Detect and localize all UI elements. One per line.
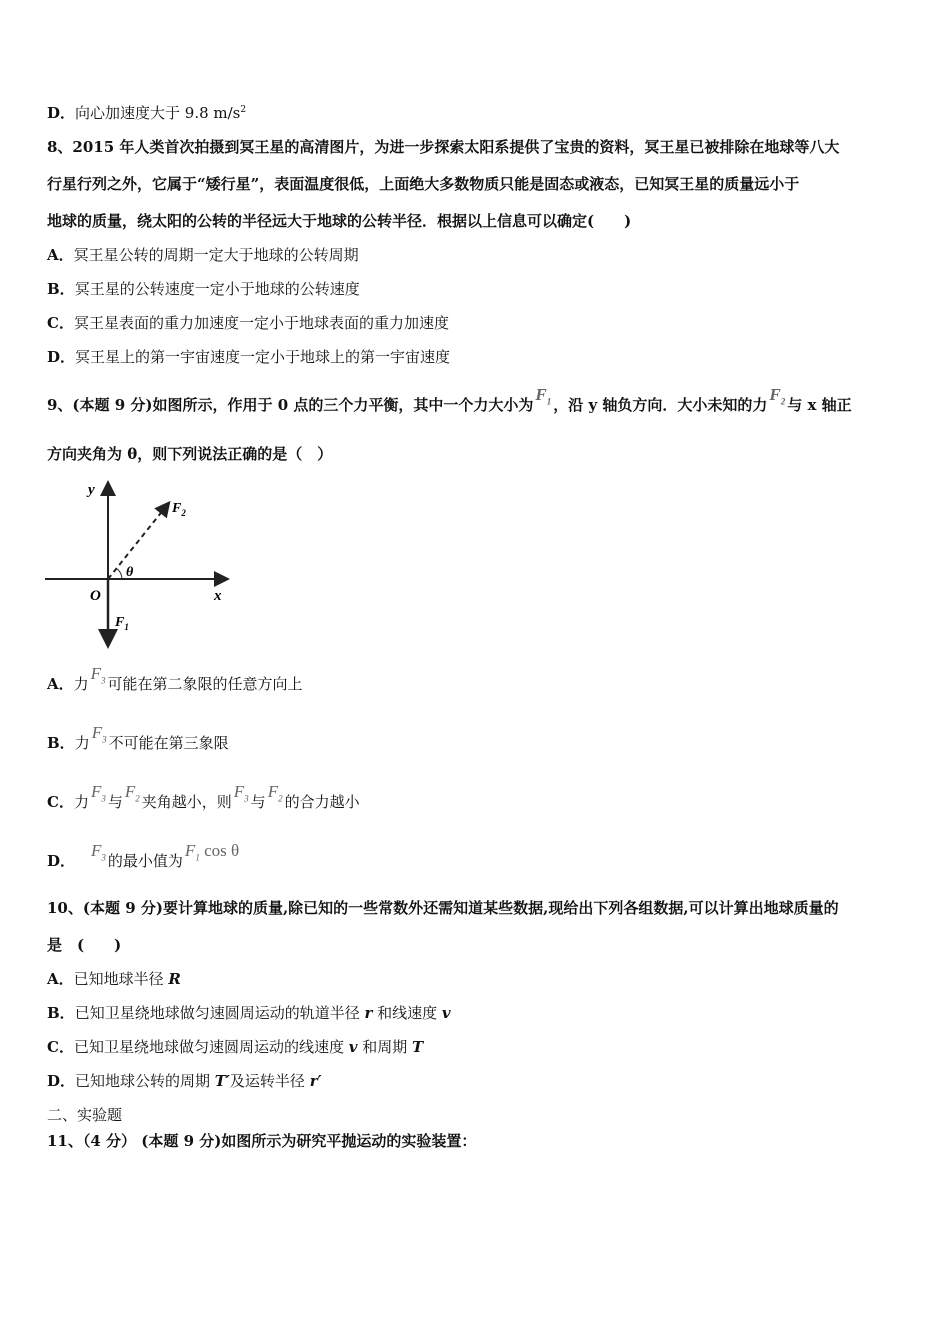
- option-text: 及运转半径: [229, 1072, 310, 1090]
- variable: r: [364, 1004, 373, 1022]
- option-label: D．: [47, 1072, 76, 1090]
- q10-option-c: [47, 1037, 423, 1057]
- option-label: D．: [47, 348, 76, 366]
- option-text: 已知地球公转的周期: [75, 1072, 215, 1090]
- q8-option-d: [47, 347, 450, 367]
- theta-label: θ: [126, 565, 134, 580]
- option-text: 已知卫星绕地球做匀速圆周运动的轨道半径: [74, 1004, 365, 1022]
- f3-symbol: $F_3$: [91, 723, 107, 745]
- option-label: A．: [47, 970, 74, 988]
- q8-stem-line2: 行星行列之外，它属于“矮行星”，表面温度很低，上面绝大多数物质只能是固态或液态，已知冥王星的质量远小于: [47, 175, 800, 193]
- variable: v: [348, 1038, 358, 1056]
- q8-option-a: [47, 245, 359, 265]
- option-text: 的最小值为: [107, 852, 183, 870]
- y-label: y: [88, 482, 95, 498]
- option-label: A．: [47, 246, 74, 264]
- option-text: 冥王星上的第一宇宙速度一定小于地球上的第一宇宙速度: [75, 348, 451, 366]
- q9-option-b: [47, 723, 229, 759]
- option-text: 已知地球半径: [73, 970, 169, 988]
- q9-stem-line1: [47, 385, 852, 421]
- option-text: 已知卫星绕地球做匀速圆周运动的线速度: [73, 1038, 349, 1056]
- q9-option-a: [47, 664, 303, 700]
- q11-stem: 11、（4 分） (本题 9 分)如图所示为研究平抛运动的实验装置：: [47, 1132, 477, 1150]
- variable: T: [412, 1038, 424, 1056]
- option-text: 和线速度: [372, 1004, 442, 1022]
- f3-symbol: $F_3$: [90, 782, 106, 804]
- option-text: 夹角越小，则: [141, 793, 232, 811]
- option-label: C．: [47, 314, 74, 332]
- f1-label: $F_1$: [115, 615, 129, 632]
- option-label: B．: [47, 280, 75, 298]
- option-text: 不可能在第三象限: [108, 734, 229, 752]
- option-text: 力: [74, 734, 90, 752]
- f3-symbol: $F_3$: [233, 782, 249, 804]
- q9-stem-part-b: ，沿 y 轴负方向．大小未知的力: [553, 396, 768, 414]
- q10-option-b: [47, 1003, 451, 1023]
- q9-stem-part-c: 与 x 轴正: [787, 396, 852, 414]
- f1-cos-theta-expression: $F_1$ cos θ: [184, 841, 240, 863]
- superscript: 2: [240, 105, 247, 115]
- q9-stem-part-a: 9、(本题 9 分)如图所示，作用于 0 点的三个力平衡，其中一个力大小为: [47, 396, 534, 414]
- q9-option-c: [47, 782, 360, 818]
- option-label: D．: [47, 852, 76, 870]
- option-label: C．: [47, 1038, 74, 1056]
- option-text: 和周期: [357, 1038, 412, 1056]
- variable: R: [168, 970, 181, 988]
- option-text: 可能在第二象限的任意方向上: [107, 675, 303, 693]
- f2-dashed-arrow: [108, 504, 168, 579]
- origin-label: O: [90, 588, 101, 604]
- q10-stem-line1: 10、(本题 9 分)要计算地球的质量,除已知的一些常数外还需知道某些数据,现给出下列各组数据,可以计算出地球质量的: [47, 899, 839, 917]
- option-label: C．: [47, 793, 74, 811]
- f1-symbol: $F_1$: [535, 385, 552, 407]
- section-title: 二、实验题: [47, 1106, 123, 1124]
- q7-option-d: [47, 100, 246, 123]
- q9-option-d: [47, 841, 241, 877]
- f3-symbol: $F_3$: [90, 664, 106, 686]
- option-text: 与: [107, 793, 123, 811]
- f2-symbol: $F_2$: [769, 385, 786, 407]
- q8-option-c: [47, 313, 449, 333]
- f3-symbol: $F_3$: [91, 841, 106, 863]
- option-text: 力: [73, 675, 89, 693]
- f2-symbol: $F_2$: [124, 782, 140, 804]
- q8-stem-line1: 8、2015 年人类首次拍摄到冥王星的高清图片，为进一步探索太阳系提供了宝贵的资料，冥王星已被排除在地球等八大: [47, 138, 840, 156]
- q8-stem-line3: 地球的质量，绕太阳的公转的半径远大于地球的公转半径．根据以上信息可以确定( ): [47, 212, 632, 230]
- q9-stem-line2: 方向夹角为 θ，则下列说法正确的是（ ）: [47, 445, 333, 463]
- f2-label: $F_2$: [172, 501, 186, 518]
- variable: r′: [309, 1072, 322, 1090]
- option-text: 与: [250, 793, 266, 811]
- q10-option-d: [47, 1071, 322, 1091]
- q10-option-a: [47, 969, 181, 989]
- option-text: 冥王星公转的周期一定大于地球的公转周期: [73, 246, 359, 264]
- option-text: 向心加速度大于 9.8 m/s: [75, 104, 241, 122]
- q8-option-b: [47, 279, 360, 299]
- variable: T′: [214, 1072, 230, 1090]
- option-text: 力: [73, 793, 89, 811]
- q10-stem-line2: 是 ( ): [47, 936, 122, 954]
- option-text: 冥王星的公转速度一定小于地球的公转速度: [74, 280, 360, 298]
- x-label: x: [214, 588, 222, 604]
- option-label: A．: [47, 675, 74, 693]
- variable: v: [441, 1004, 451, 1022]
- option-label: B．: [47, 1004, 75, 1022]
- option-label: B．: [47, 734, 75, 752]
- option-text: 冥王星表面的重力加速度一定小于地球表面的重力加速度: [73, 314, 449, 332]
- option-label: D．: [47, 104, 76, 122]
- option-text: 的合力越小: [284, 793, 360, 811]
- force-diagram: [40, 476, 240, 652]
- f2-symbol: $F_2$: [267, 782, 283, 804]
- theta-arc: [116, 568, 122, 579]
